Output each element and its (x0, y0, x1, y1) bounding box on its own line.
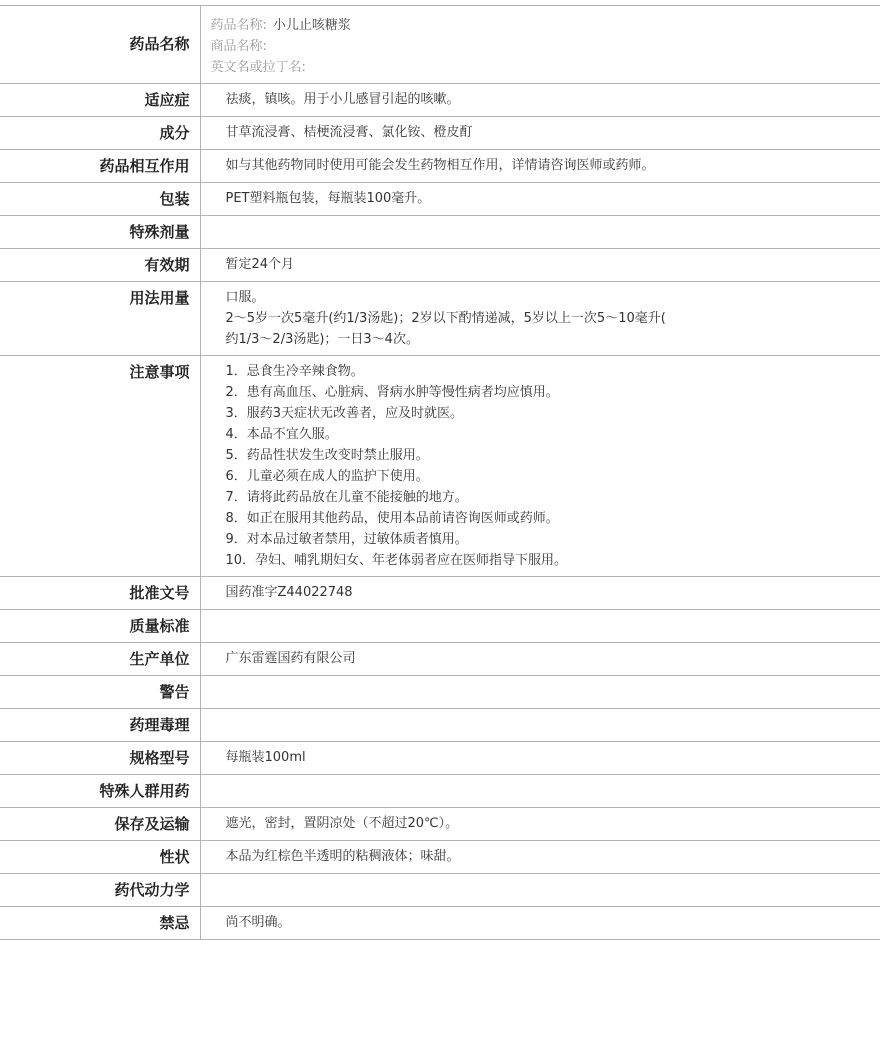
value-packaging: PET塑料瓶包装，每瓶装100毫升。 (200, 183, 880, 216)
label-quality-standard: 质量标准 (0, 610, 200, 643)
value-contraindications: 尚不明确。 (200, 907, 880, 940)
label-ingredients: 成分 (0, 117, 200, 150)
label-approval-number: 批准文号 (0, 577, 200, 610)
precaution-item: 9．对本品过敏者禁用，过敏体质者慎用。 (225, 532, 468, 547)
value-pharmacology (200, 709, 880, 742)
row-pharmacokinetics (0, 874, 880, 907)
row-shelf-life (0, 249, 880, 282)
value-interactions: 如与其他药物同时使用可能会发生药物相互作用，详情请咨询医师或药师。 (200, 150, 880, 183)
label-storage: 保存及运输 (0, 808, 200, 841)
row-warning (0, 676, 880, 709)
precaution-item: 8．如正在服用其他药品，使用本品前请咨询医师或药师。 (225, 511, 559, 526)
row-contraindications (0, 907, 880, 940)
label-indication: 适应症 (0, 84, 200, 117)
value-appearance: 本品为红棕色半透明的粘稠液体；味甜。 (200, 841, 880, 874)
label-shelf-life: 有效期 (0, 249, 200, 282)
value-pharmacokinetics (200, 874, 880, 907)
precaution-item: 6．儿童必须在成人的监护下使用。 (225, 469, 429, 484)
row-appearance (0, 841, 880, 874)
row-quality-standard (0, 610, 880, 643)
precaution-item: 10．孕妇、哺乳期妇女、年老体弱者应在医师指导下服用。 (225, 553, 568, 568)
generic-name-line (211, 15, 873, 36)
label-usage: 用法用量 (0, 282, 200, 356)
precaution-item: 2．患有高血压、心脏病、肾病水肿等慢性病者均应慎用。 (225, 385, 559, 400)
value-ingredients: 甘草流浸膏、桔梗流浸膏、氯化铵、橙皮酊 (200, 117, 880, 150)
row-special-dosage (0, 216, 880, 249)
row-storage (0, 808, 880, 841)
generic-name-value: 小儿止咳糖浆 (272, 18, 351, 33)
value-special-population (200, 775, 880, 808)
label-interactions: 药品相互作用 (0, 150, 200, 183)
trade-name-label: 商品名称: (210, 39, 267, 54)
value-shelf-life: 暂定24个月 (200, 249, 880, 282)
label-appearance: 性状 (0, 841, 200, 874)
value-drug-name (200, 6, 880, 84)
label-manufacturer: 生产单位 (0, 643, 200, 676)
precaution-item: 4．本品不宜久服。 (225, 427, 338, 442)
row-manufacturer (0, 643, 880, 676)
usage-line: 约1/3～2/3汤匙)；一日3～4次。 (225, 332, 419, 347)
row-interactions (0, 150, 880, 183)
value-special-dosage (200, 216, 880, 249)
precaution-item: 5．药品性状发生改变时禁止服用。 (225, 448, 429, 463)
precaution-item: 3．服药3天症状无改善者，应及时就医。 (225, 406, 464, 421)
row-drug-name (0, 6, 880, 84)
row-approval-number (0, 577, 880, 610)
value-usage (200, 282, 880, 356)
label-pharmacokinetics: 药代动力学 (0, 874, 200, 907)
precaution-item: 7．请将此药品放在儿童不能接触的地方。 (225, 490, 468, 505)
value-precautions (200, 356, 880, 577)
value-warning (200, 676, 880, 709)
value-manufacturer: 广东雷霆国药有限公司 (200, 643, 880, 676)
label-drug-name: 药品名称 (0, 6, 200, 84)
row-ingredients (0, 117, 880, 150)
row-precautions (0, 356, 880, 577)
label-special-dosage: 特殊剂量 (0, 216, 200, 249)
value-specification: 每瓶装100ml (200, 742, 880, 775)
usage-line: 2～5岁一次5毫升(约1/3汤匙)；2岁以下酌情递减，5岁以上一次5～10毫升( (225, 311, 666, 326)
label-warning: 警告 (0, 676, 200, 709)
precaution-item: 1．忌食生冷辛辣食物。 (225, 364, 364, 379)
value-storage: 遮光，密封，置阴凉处（不超过20℃）。 (200, 808, 880, 841)
value-indication: 祛痰，镇咳。用于小儿感冒引起的咳嗽。 (200, 84, 880, 117)
generic-name-label: 药品名称: (210, 18, 267, 33)
english-name-label: 英文名或拉丁名: (210, 60, 306, 75)
value-quality-standard (200, 610, 880, 643)
label-contraindications: 禁忌 (0, 907, 200, 940)
label-precautions: 注意事项 (0, 356, 200, 577)
row-usage (0, 282, 880, 356)
label-special-population: 特殊人群用药 (0, 775, 200, 808)
row-pharmacology (0, 709, 880, 742)
drug-spec-table (0, 5, 880, 940)
label-packaging: 包装 (0, 183, 200, 216)
value-approval-number: 国药准字Z44022748 (200, 577, 880, 610)
label-specification: 规格型号 (0, 742, 200, 775)
row-indication (0, 84, 880, 117)
usage-line: 口服。 (225, 290, 265, 305)
row-specification (0, 742, 880, 775)
row-packaging (0, 183, 880, 216)
row-special-population (0, 775, 880, 808)
label-pharmacology: 药理毒理 (0, 709, 200, 742)
